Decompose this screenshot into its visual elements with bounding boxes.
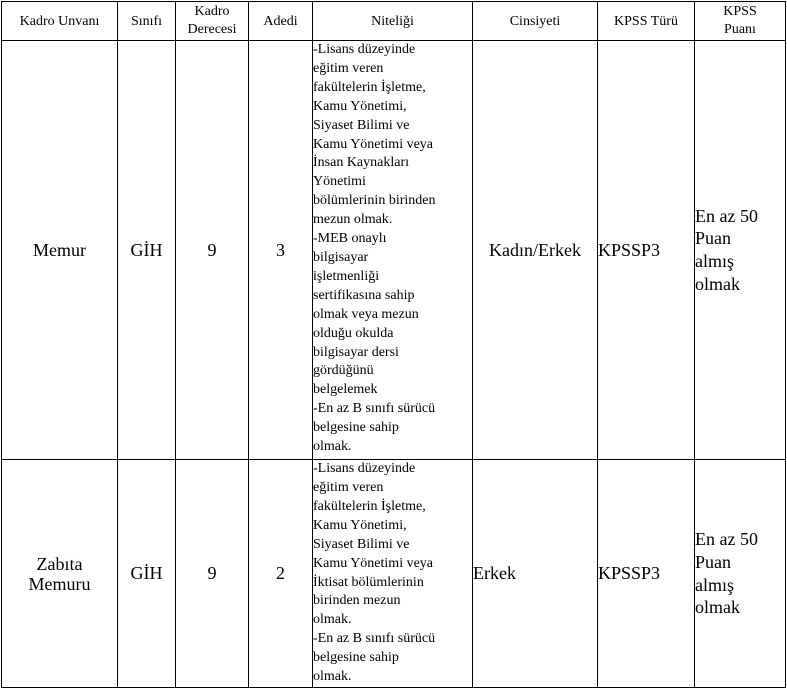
nitelik-line: bilgisayar dersi [313, 344, 399, 360]
kpss-puani-line: almış [695, 574, 734, 595]
kpss-puani-line: En az 50 [695, 529, 758, 550]
cell-nitelik [313, 460, 473, 688]
header-kadro-derecesi-line: Derecesi [187, 22, 237, 37]
cell-adet: 2 [249, 460, 313, 688]
header-sinifi: Sınıfı [118, 2, 176, 41]
nitelik-line: bölümlerinin birinden [313, 193, 436, 209]
nitelik-line: Yönetimi [313, 174, 366, 190]
cell-sinifi: GİH [118, 460, 176, 688]
kpss-puani-line: Puan [695, 228, 731, 249]
nitelik-line: -En az B sınıfı sürücü [313, 631, 436, 647]
header-kadro-unvani: Kadro Unvanı [2, 2, 118, 41]
header-kpss-puani-line: KPSS [723, 4, 757, 19]
nitelik-line: İktisat bölümlerinin [313, 574, 424, 590]
cell-kpss-turu: KPSSP3 [598, 41, 695, 460]
header-cinsiyeti: Cinsiyeti [473, 2, 598, 41]
nitelik-line: eğitim veren [313, 60, 384, 76]
kpss-puani-line: olmak [695, 597, 740, 618]
cell-nitelik [313, 41, 473, 460]
header-kpss-turu: KPSS Türü [598, 2, 695, 41]
nitelik-line: olmak. [313, 612, 352, 628]
nitelik-line: Siyaset Bilimi ve [313, 536, 410, 552]
header-niteligi: Niteliği [313, 2, 473, 41]
kpss-puani-line: Puan [695, 551, 731, 572]
nitelik-line: sertifikasına sahip [313, 287, 415, 303]
kadro-table [1, 1, 786, 688]
cell-sinifi: GİH [118, 41, 176, 460]
nitelik-line: Siyaset Bilimi ve [313, 117, 410, 133]
nitelik-line: fakültelerin İşletme, [313, 498, 426, 514]
nitelik-line: Kamu Yönetimi, [313, 98, 407, 114]
nitelik-line: eğitim veren [313, 479, 384, 495]
cell-kpss-turu: KPSSP3 [598, 460, 695, 688]
nitelik-line: fakültelerin İşletme, [313, 79, 426, 95]
nitelik-line: Kamu Yönetimi veya [313, 136, 434, 152]
header-adedi: Adedi [249, 2, 313, 41]
header-kadro-derecesi-line: Kadro [194, 4, 230, 19]
nitelik-line: Kamu Yönetimi, [313, 517, 407, 533]
kadro-unvani-line: Memur [33, 240, 86, 261]
nitelik-line: olduğu okulda [313, 325, 394, 341]
nitelik-line: -Lisans düzeyinde [313, 461, 416, 477]
nitelik-line: birinden mezun [313, 593, 401, 609]
nitelik-line: bilgisayar [313, 249, 369, 265]
cell-kadro-unvani [2, 460, 118, 688]
cell-kpss-puani [695, 460, 786, 688]
nitelik-line: olmak. [313, 669, 352, 685]
cell-derece: 9 [176, 41, 249, 460]
kpss-puani-line: En az 50 [695, 205, 758, 226]
nitelik-line: -MEB onaylı [313, 231, 387, 247]
kadro-unvani-line: Memuru [28, 573, 91, 594]
nitelik-line: mezun olmak. [313, 212, 393, 228]
cell-cinsiyet: Kadın/Erkek [473, 41, 598, 460]
table-row [2, 41, 786, 460]
nitelik-line: İnsan Kaynakları [313, 155, 410, 171]
header-kpss-puani [695, 2, 786, 41]
kpss-puani-line: almış [695, 251, 734, 272]
nitelik-line: -En az B sınıfı sürücü [313, 401, 436, 417]
nitelik-line: belgelemek [313, 382, 378, 398]
nitelik-line: işletmenliği [313, 268, 380, 284]
nitelik-line: Kamu Yönetimi veya [313, 555, 434, 571]
header-kadro-derecesi [176, 2, 249, 41]
nitelik-line: gördüğünü [313, 363, 374, 379]
header-row [2, 2, 786, 41]
nitelik-line: belgesine sahip [313, 650, 399, 666]
cell-derece: 9 [176, 460, 249, 688]
nitelik-line: olmak veya mezun [313, 306, 419, 322]
kpss-puani-line: olmak [695, 273, 740, 294]
nitelik-line: olmak. [313, 439, 352, 455]
cell-kpss-puani [695, 41, 786, 460]
nitelik-line: belgesine sahip [313, 420, 399, 436]
table-row [2, 460, 786, 688]
nitelik-line: -Lisans düzeyinde [313, 42, 416, 57]
cell-kadro-unvani [2, 41, 118, 460]
cell-adet: 3 [249, 41, 313, 460]
header-kpss-puani-line: Puanı [724, 22, 756, 37]
kadro-unvani-line: Zabıta [36, 553, 83, 574]
cell-cinsiyet: Erkek [473, 460, 598, 688]
